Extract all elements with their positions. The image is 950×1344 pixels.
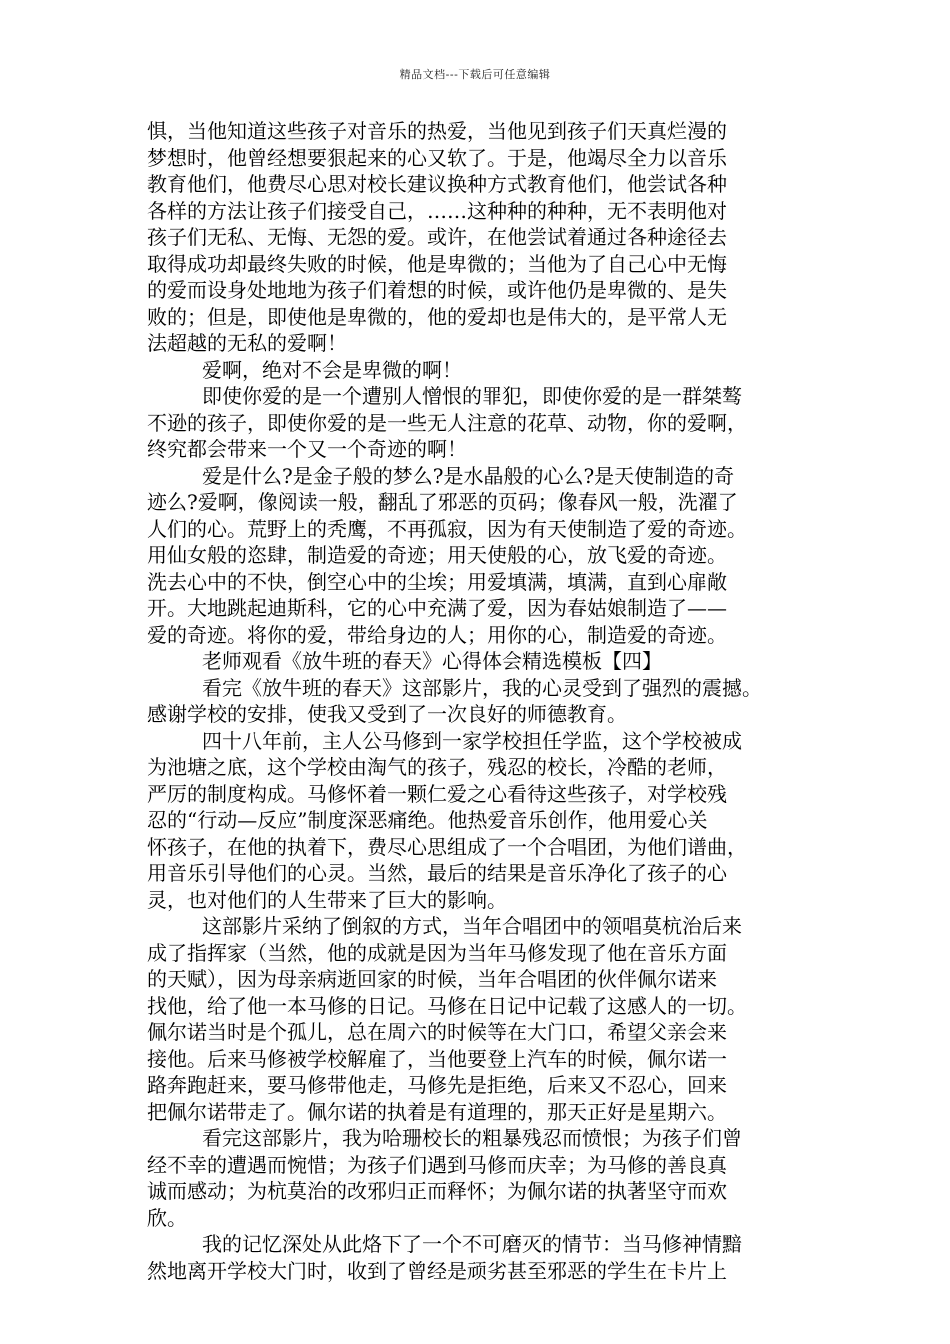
text-line: 爱啊，绝对不会是卑微的啊！	[202, 357, 462, 382]
text-line: 洗去心中的不快，倒空心中的尘埃；用爱填满，填满，直到心扉敞	[147, 569, 727, 594]
text-line: 灵，也对他们的人生带来了巨大的影响。	[147, 887, 507, 912]
text-line: 爱是什么?是金子般的梦么?是水晶般的心么?是天使制造的奇	[202, 463, 735, 488]
text-line: 成了指挥家（当然，他的成就是因为当年马修发现了他在音乐方面	[147, 940, 727, 965]
text-line: 怀孩子，在他的执着下，费尽心思组成了一个合唱团，为他们谱曲，	[147, 834, 747, 859]
text-line: 败的；但是，即使他是卑微的，他的爱却也是伟大的，是平常人无	[147, 304, 727, 329]
text-line: 用音乐引导他们的心灵。当然，最后的结果是音乐净化了孩子的心	[147, 861, 727, 885]
text-line: 人们的心。荒野上的秃鹰，不再孤寂，因为有天使制造了爱的奇迹。	[147, 516, 747, 541]
text-line: 然地离开学校大门时，收到了曾经是顽劣甚至邪恶的学生在卡片上	[147, 1258, 727, 1283]
text-line: 不逊的孩子，即使你爱的是一些无人注意的花草、动物，你的爱啊，	[147, 410, 747, 435]
text-line: 四十八年前，主人公马修到一家学校担任学监，这个学校被成	[202, 728, 742, 753]
page-header: 精品文档---下载后可任意编辑	[399, 68, 551, 81]
text-line: 各样的方法让孩子们接受自己，……这种种的种种，无不表明他对	[147, 198, 727, 223]
text-line: 找他，给了他一本马修的日记。马修在日记中记载了这感人的一切。	[147, 993, 747, 1018]
text-line: 孩子们无私、无悔、无怨的爱。或许，在他尝试着通过各种途径去	[147, 225, 727, 249]
text-line: 教育他们，他费尽心思对校长建议换种方式教育他们，他尝试各种	[147, 172, 727, 196]
text-line: 我的记忆深处从此烙下了一个不可磨灭的情节：当马修神情黯	[202, 1232, 742, 1256]
text-line: 法超越的无私的爱啊！	[147, 331, 347, 355]
text-line: 这部影片采纳了倒叙的方式，当年合唱团中的领唱莫杭治后来	[202, 914, 742, 938]
text-line: 严厉的制度构成。马修怀着一颗仁爱之心看待这些孩子，对学校残	[147, 781, 727, 806]
text-line: 接他。后来马修被学校解雇了，当他要登上汽车的时候，佩尔诺一	[147, 1046, 727, 1071]
text-line: 取得成功却最终失败的时候，他是卑微的；当他为了自己心中无悔	[147, 251, 727, 276]
text-line: 终究都会带来一个又一个奇迹的啊！	[147, 437, 467, 461]
text-line: 的天赋），因为母亲病逝回家的时候，当年合唱团的伙伴佩尔诺来	[147, 967, 717, 991]
text-line: 的爱而设身处地地为孩子们着想的时候，或许他仍是卑微的、是失	[147, 278, 727, 302]
text-line: 佩尔诺当时是个孤儿，总在周六的时候等在大门口，希望父亲会来	[147, 1020, 727, 1044]
text-line: 忍的“行动—反应”制度深恶痛绝。他热爱音乐创作，他用爱心关	[147, 808, 708, 832]
text-line: 看完《放牛班的春天》这部影片，我的心灵受到了强烈的震撼。	[202, 675, 762, 700]
text-line: 为池塘之底，这个学校由淘气的孩子，残忍的校长，冷酷的老师，	[147, 755, 727, 779]
text-line: 诚而感动；为杭莫治的改邪归正而释怀；为佩尔诺的执著坚守而欢	[147, 1179, 727, 1203]
text-line: 惧，当他知道这些孩子对音乐的热爱，当他见到孩子们天真烂漫的	[147, 119, 727, 143]
text-line: 梦想时，他曾经想要狠起来的心又软了。于是，他竭尽全力以音乐	[147, 145, 727, 170]
text-line: 看完这部影片，我为哈珊校长的粗暴残忍而愤恨；为孩子们曾	[202, 1126, 742, 1150]
text-line: 老师观看《放牛班的春天》心得体会精选模板【四】	[202, 649, 662, 673]
text-line: 把佩尔诺带走了。佩尔诺的执着是有道理的，那天正好是星期六。	[147, 1099, 727, 1124]
text-line: 即使你爱的是一个遭别人憎恨的罪犯，即使你爱的是一群桀骜	[202, 384, 742, 408]
body-text	[147, 118, 830, 1284]
text-line: 开。大地跳起迪斯科，它的心中充满了爱，因为春姑娘制造了——	[147, 596, 727, 620]
text-line: 迹么?爱啊，像阅读一般，翻乱了邪恶的页码；像春风一般，洗濯了	[147, 490, 738, 514]
text-line: 欣。	[147, 1205, 187, 1230]
text-line: 经不幸的遭遇而惋惜；为孩子们遇到马修而庆幸；为马修的善良真	[147, 1152, 727, 1177]
text-line: 爱的奇迹。将你的爱，带给身边的人；用你的心，制造爱的奇迹。	[147, 622, 727, 647]
text-line: 路奔跑赶来，要马修带他走，马修先是拒绝，后来又不忍心，回来	[147, 1073, 727, 1097]
text-line: 用仙女般的恣肆，制造爱的奇迹；用天使般的心，放飞爱的奇迹。	[147, 543, 727, 567]
text-line: 感谢学校的安排，使我又受到了一次良好的师德教育。	[147, 702, 627, 726]
